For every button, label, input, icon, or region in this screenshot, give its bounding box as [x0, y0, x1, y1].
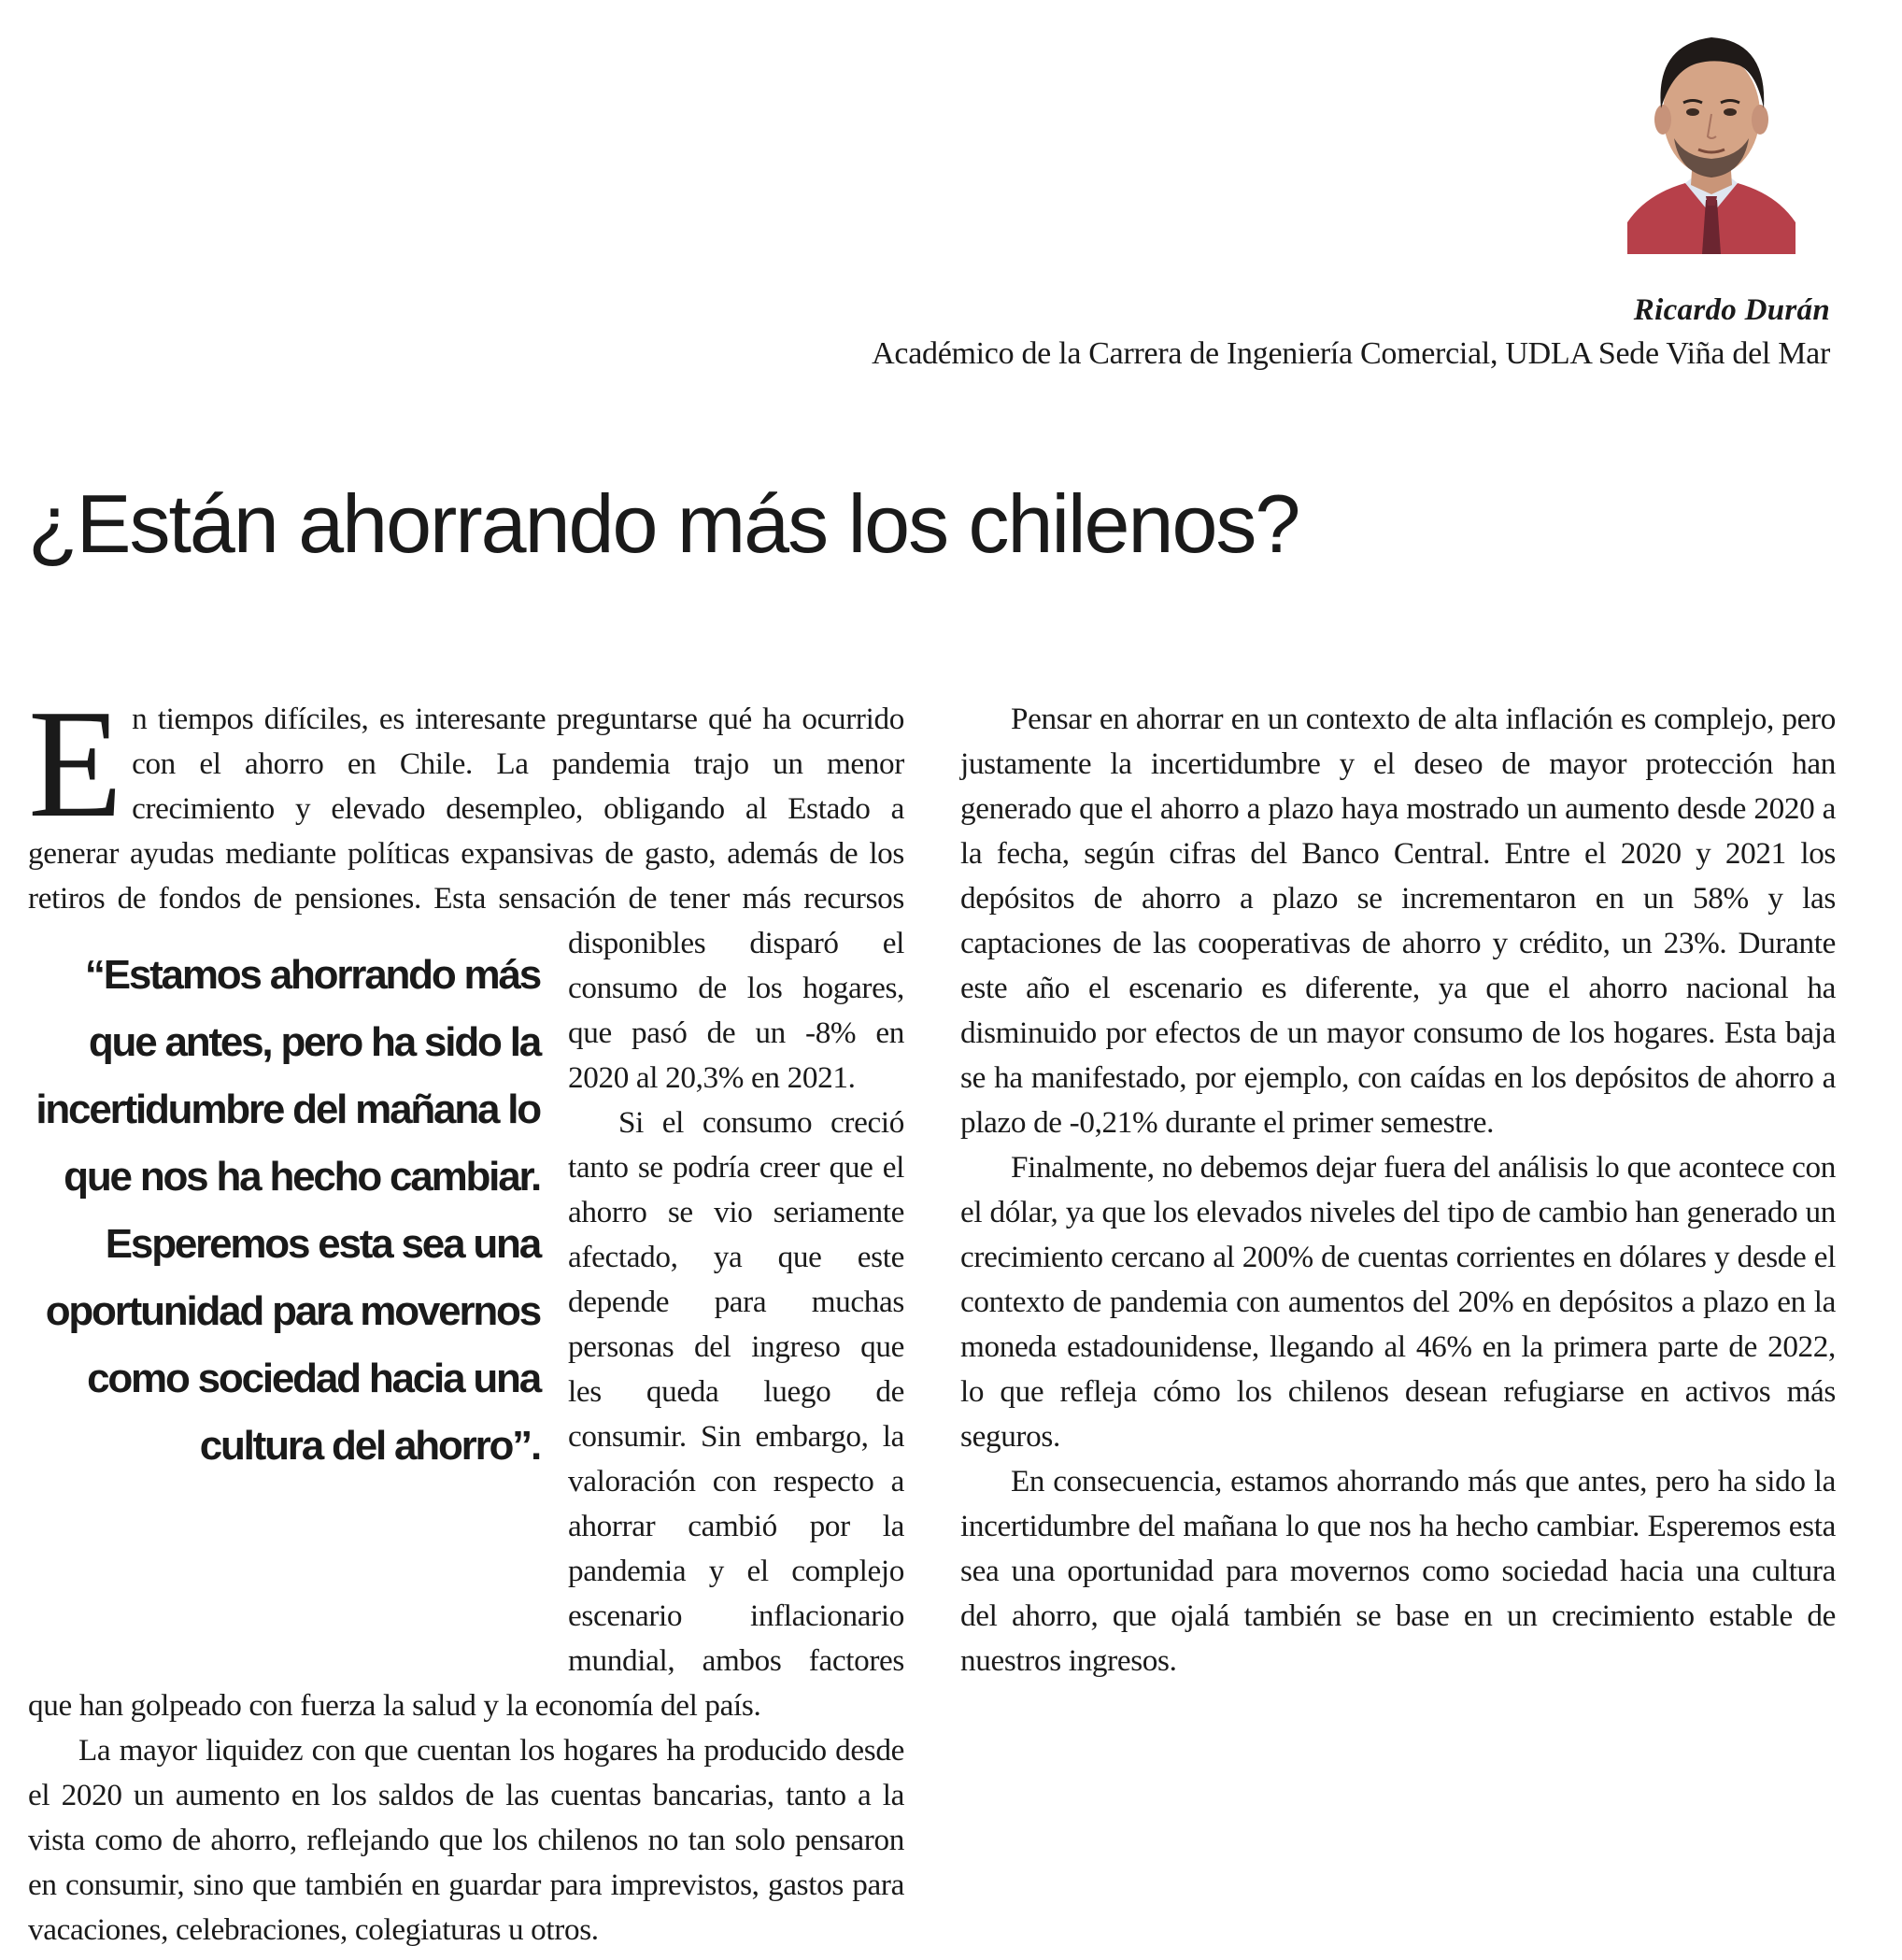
drop-cap: E: [28, 677, 123, 849]
paragraph-5: Finalmente, no debemos dejar fuera del análisis lo que acontece con el dólar, ya que los elevados niveles del tipo de cambio han generado un crecimiento cercano al 200% de cuentas corrientes en dólares y desde el contexto de pandemia con aumentos del 20% en depósitos a plazo en la moneda estadounidense, llegando al 46% en la primera parte de 2022, lo que refleja cómo los chilenos desean refugiarse en activos más seguros.: [960, 1150, 1836, 1454]
article-column-right: [960, 697, 1836, 1683]
paragraph-1-text: n tiempos difíciles, es interesante preguntarse qué ha ocurrido con el ahorro en Chile. La pandemia trajo un menor crecimiento y elevado desempleo, obligando al Estado a generar ayudas mediante políticas expansivas de gasto, además de los retiros de fondos de pensiones.: [28, 702, 904, 916]
article-column-left: [28, 677, 904, 1953]
author-photo: [1627, 17, 1796, 254]
paragraph-2: Si el consumo creció tanto se podría creer que el ahorro se vio seriamente afectado, ya que este depende para muchas personas del ingreso que les queda luego de consumir. Sin embargo, la valoración con respecto a ahorrar cambió por la pandemia y el complejo escenario inflacionario mundial, ambos factores que han golpeado con fuerza la salud y la economía del país.: [28, 1105, 904, 1723]
paragraph-3: La mayor liquidez con que cuentan los hogares ha producido desde el 2020 un aumento en los saldos de las cuentas bancarias, tanto a la vista como de ahorro, reflejando que los chilenos no tan solo pensaron en consumir, sino que también en guardar para imprevistos, gastos para vacaciones, celebraciones, colegiaturas u otros.: [28, 1733, 904, 1947]
author-role: Académico de la Carrera de Ingeniería Comercial, UDLA Sede Viña del Mar: [872, 336, 1830, 371]
pull-quote: “Estamos ahorrando más que antes, pero ha sido la incertidumbre del mañana lo que nos ha hecho cambiar. Esperemos esta sea una oportunidad para movernos como sociedad hacia una cultura del ahorro”.: [35, 952, 540, 1469]
author-name: Ricardo Durán: [1633, 293, 1830, 327]
paragraph-1-continued: Esta sensación de tener más recursos disponibles disparó el consumo de los hogares, que pasó de un -8% en 2020 al 20,3% en 2021.: [433, 881, 904, 1095]
paragraph-6: En consecuencia, estamos ahorrando más que antes, pero ha sido la incertidumbre del mañana lo que nos ha hecho cambiar. Esperemos esta sea una oportunidad para movernos como sociedad hacia una cultura del ahorro, que ojalá también se base en un crecimiento estable de nuestros ingresos.: [960, 1464, 1836, 1678]
headline: ¿Están ahorrando más los chilenos?: [28, 477, 1299, 570]
paragraph-4: Pensar en ahorrar en un contexto de alta inflación es complejo, pero justamente la incertidumbre y el deseo de mayor protección han generado que el ahorro a plazo haya mostrado un aumento desde 2020 a la fecha, según cifras del Banco Central. Entre el 2020 y 2021 los depósitos de ahorro a plazo se incrementaron en un 58% y las captaciones de las cooperativas de ahorro y crédito, un 23%. Durante este año el escenario es diferente, ya que el ahorro nacional ha disminuido por efectos de un mayor consumo de los hogares. Esta baja se ha manifestado, por ejemplo, con caídas en los depósitos de ahorro a plazo de -0,21% durante el primer semestre.: [960, 702, 1836, 1140]
